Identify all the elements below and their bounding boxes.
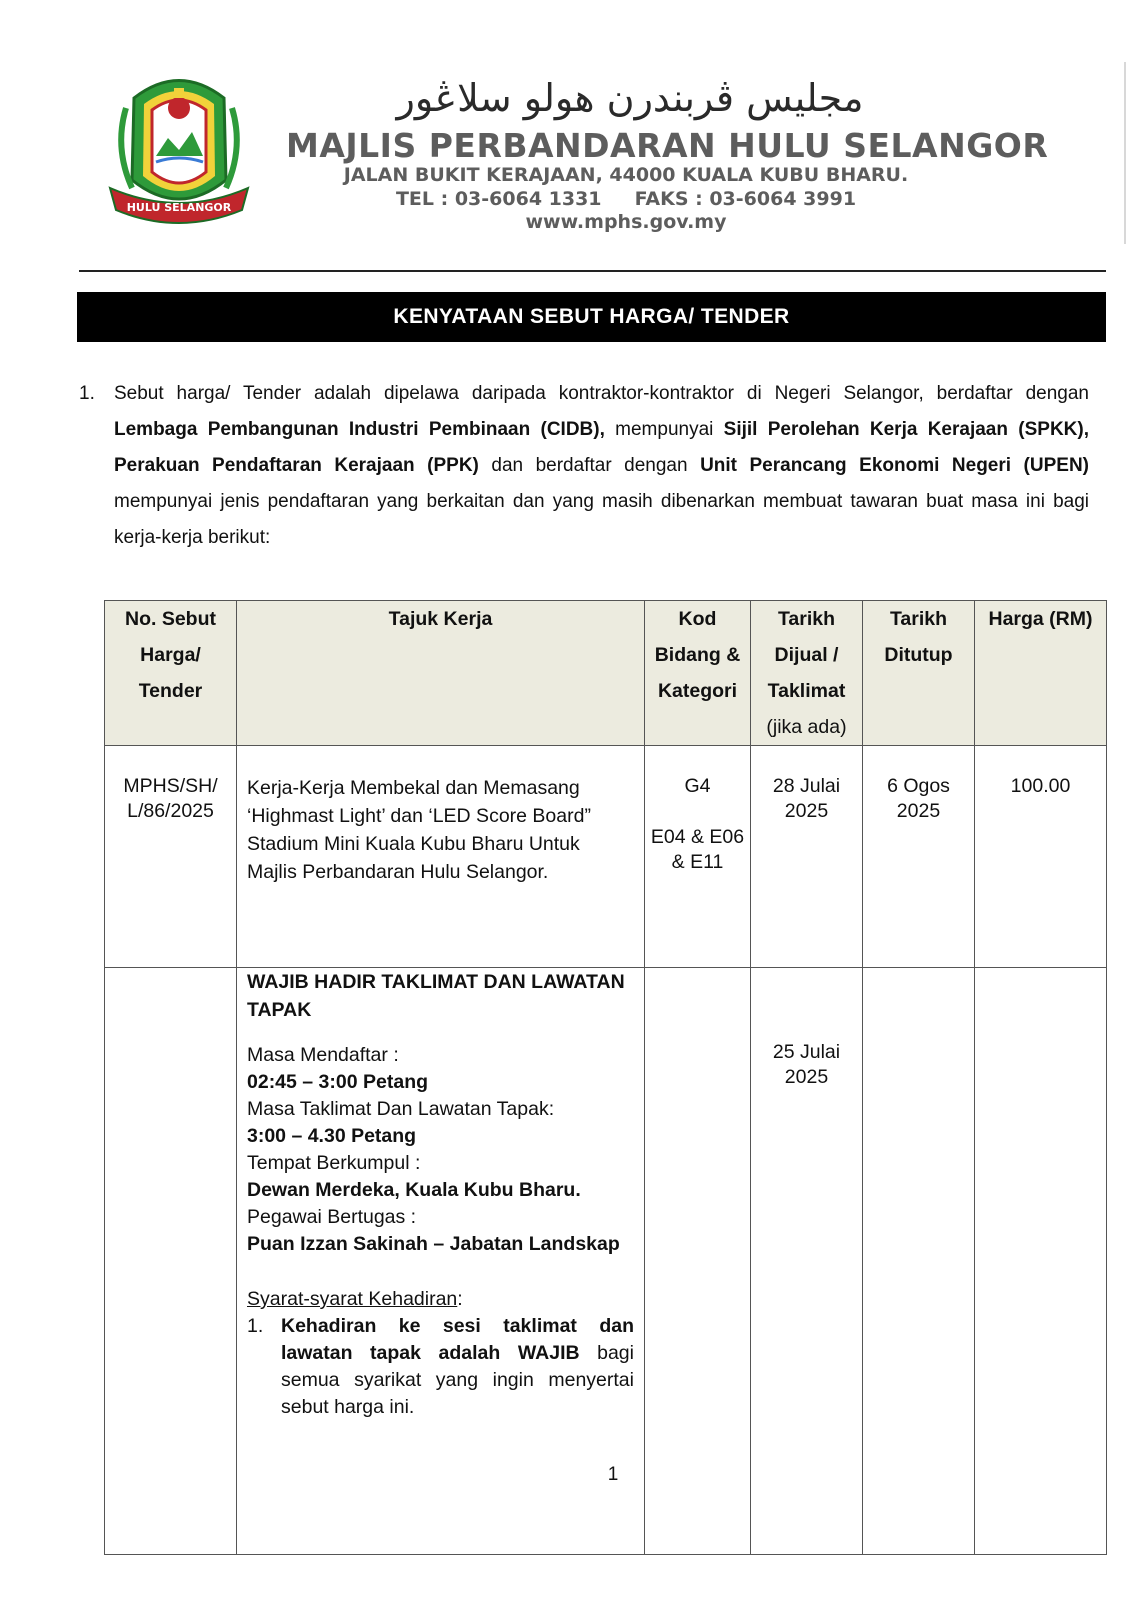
requirement-item [247,1313,634,1421]
paragraph-body [114,376,1089,556]
letterhead [0,0,1131,270]
cell-tarikh-dijual: 28 Julai 2025 [751,746,863,968]
tender-table [104,600,1107,1555]
invitation-paragraph [79,376,1089,556]
venue-label: Tempat Berkumpul : [247,1152,421,1174]
registration-time-label: Masa Mendaftar : [247,1044,399,1066]
briefing-heading: WAJIB HADIR TAKLIMAT DAN LAWATAN TAPAK [247,971,625,1021]
cell-tarikh-taklimat: 25 Julai 2025 [751,968,863,1555]
page-number: 1 [607,1464,619,1485]
requirements-colon: : [457,1288,463,1310]
briefing-time-label: Masa Taklimat Dan Lawatan Tapak: [247,1098,555,1120]
scan-edge-line [1124,62,1126,244]
requirement-number: 1. [247,1315,264,1337]
letterhead-divider [79,270,1106,272]
header-dijual [751,601,863,746]
briefing-details [247,1042,634,1258]
paragraph-bold-spkk-ppk: Sijil Perolehan Kerja Kerajaan (SPKK), Perakuan Pendaftaran Kerajaan (PPK) [114,419,1089,476]
header-kod: Kod Bidang & Kategori [645,601,751,746]
kod-e: E04 & E06 & E11 [650,826,745,873]
requirements-title-line [247,1286,634,1313]
requirement-text: bagi semua syarikat yang ingin menyertai sebut harga ini. [281,1342,634,1418]
svg-text:HULU SELANGOR: HULU SELANGOR [126,201,232,214]
table-row [105,746,1107,968]
officer: Puan Izzan Sakinah – Jabatan Landskap [247,1233,620,1255]
table-header-row [105,601,1107,746]
paragraph-bold-cidb: Lembaga Pembangunan Industri Pembinaan (CIDB), [114,419,605,440]
header-ditutup: Tarikh Ditutup [863,601,975,746]
briefing-time: 3:00 – 4.30 Petang [247,1125,417,1147]
document-title: KENYATAAN SEBUT HARGA/ TENDER [77,292,1106,342]
kod-g: G4 [684,775,711,797]
council-crest-logo [104,68,254,236]
org-address: JALAN BUKIT KERAJAAN, 44000 KUALA KUBU BHARU. [343,164,909,186]
cell-tajuk-kerja: Kerja-Kerja Membekal dan Memasang ‘Highmast Light’ dan ‘LED Score Board” Stadium Mini Kuala Kubu Bharu Untuk Majlis Perbandaran Hulu Selangor. [237,746,645,968]
header-tajuk: Tajuk Kerja [237,601,645,746]
paragraph-text: mempunyai jenis pendaftaran yang berkaitan dan yang masih dibenarkan membuat tawaran buat masa ini bagi kerja-kerja berikut: [114,491,1089,548]
org-website[interactable]: www.mphs.gov.my [525,211,727,233]
requirement-bold-text: Kehadiran ke sesi taklimat dan lawatan tapak adalah WAJIB [281,1315,634,1364]
header-no: No. Sebut Harga/ Tender [105,601,237,746]
officer-label: Pegawai Bertugas : [247,1206,417,1228]
requirements-title: Syarat-syarat Kehadiran [247,1288,458,1310]
cell-kod-bidang [645,746,751,968]
attendance-requirements [247,1286,634,1421]
header-dijual-note: (jika ada) [766,716,847,738]
cell-harga: 100.00 [975,746,1107,968]
org-tel-fax: TEL : 03-6064 1331 FAKS : 03-6064 3991 [395,188,857,210]
header-harga: Harga (RM) [975,601,1107,746]
paragraph-text: Sebut harga/ Tender adalah dipelawa daripada kontraktor-kontraktor di Negeri Selangor, berdaftar dengan [114,383,1089,404]
cell-tender-no: MPHS/SH/ L/86/2025 [105,746,237,968]
cell-tarikh-ditutup: 6 Ogos 2025 [863,746,975,968]
paragraph-text: dan berdaftar dengan [478,455,701,476]
venue: Dewan Merdeka, Kuala Kubu Bharu. [247,1179,581,1201]
header-dijual-label: Tarikh Dijual / Taklimat [767,608,846,702]
org-name: MAJLIS PERBANDARAN HULU SELANGOR [286,126,1049,165]
registration-time: 02:45 – 3:00 Petang [247,1071,429,1093]
paragraph-bold-upen: Unit Perancang Ekonomi Negeri (UPEN) [700,455,1089,476]
paragraph-text: mempunyai [604,419,724,440]
jawi-org-name: مجليس ڤربندرن هولو سلاڠور [396,76,864,120]
paragraph-number: 1. [79,383,95,404]
